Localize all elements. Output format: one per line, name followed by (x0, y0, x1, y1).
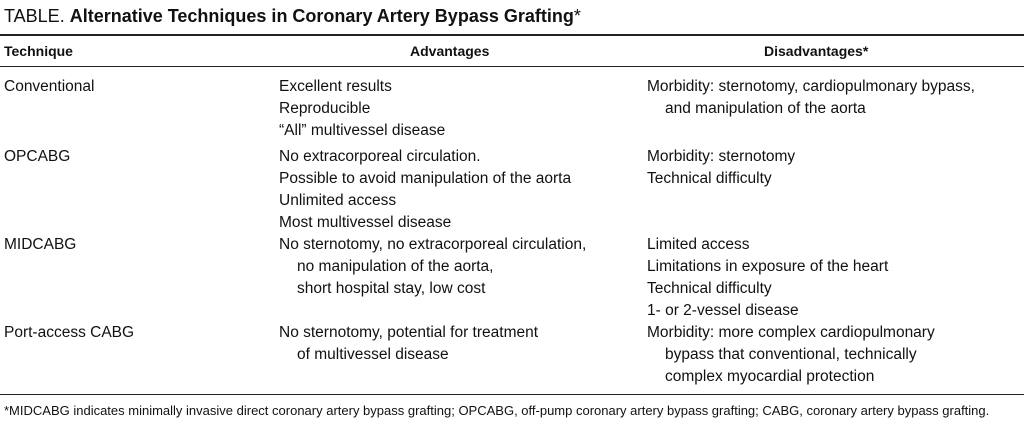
header-advantages: Advantages (410, 43, 490, 59)
technique-name: OPCABG (4, 148, 71, 165)
advantage-line: No sternotomy, no extracorporeal circulation, (279, 236, 587, 253)
advantage-line: Most multivessel disease (279, 214, 452, 231)
advantage-line: no manipulation of the aorta, (297, 258, 494, 275)
disadvantage-line: bypass that conventional, technically (665, 346, 917, 363)
advantage-line: Reproducible (279, 100, 371, 117)
advantage-line: Excellent results (279, 78, 392, 95)
bottom-rule (0, 394, 1024, 395)
technique-name: Conventional (4, 78, 95, 95)
disadvantages-cell (647, 146, 795, 190)
advantages-cell (279, 146, 571, 234)
disadvantages-cell (647, 76, 975, 120)
advantage-line: Unlimited access (279, 192, 397, 209)
table-title (4, 5, 581, 27)
advantages-cell (279, 322, 538, 366)
table-title-text: Alternative Techniques in Coronary Artery Bypass Grafting (69, 6, 574, 26)
advantages-cell (279, 234, 586, 300)
technique-cell (4, 234, 76, 256)
advantages-cell (279, 76, 445, 142)
technique-name: MIDCABG (4, 236, 77, 253)
advantage-line: short hospital stay, low cost (297, 280, 486, 297)
disadvantage-line: complex myocardial protection (665, 368, 875, 385)
disadvantages-cell (647, 322, 935, 388)
disadvantage-line: Morbidity: more complex cardiopulmonary (647, 324, 935, 341)
disadvantage-line: Limitations in exposure of the heart (647, 258, 889, 275)
disadvantage-line: Technical difficulty (647, 170, 772, 187)
table-title-label: TABLE. (4, 6, 65, 26)
advantage-line: of multivessel disease (297, 346, 449, 363)
advantage-line: Possible to avoid manipulation of the aorta (279, 170, 572, 187)
technique-name: Port-access CABG (4, 324, 135, 341)
disadvantage-line: Morbidity: sternotomy (647, 148, 796, 165)
advantage-line: “All” multivessel disease (279, 122, 446, 139)
advantage-line: No sternotomy, potential for treatment (279, 324, 539, 341)
disadvantage-line: Technical difficulty (647, 280, 772, 297)
header-rule (0, 66, 1024, 67)
advantage-line: No extracorporeal circulation. (279, 148, 481, 165)
disadvantage-line: Limited access (647, 236, 750, 253)
top-rule (0, 34, 1024, 36)
technique-cell (4, 146, 70, 168)
header-disadvantages: Disadvantages* (764, 43, 869, 59)
disadvantage-line: Morbidity: sternotomy, cardiopulmonary bypass, (647, 78, 975, 95)
header-technique: Technique (4, 43, 73, 59)
disadvantage-line: and manipulation of the aorta (665, 100, 866, 117)
technique-cell (4, 322, 134, 344)
disadvantages-cell (647, 234, 888, 322)
technique-cell (4, 76, 94, 98)
table-title-mark: * (573, 6, 581, 26)
disadvantage-line: 1- or 2-vessel disease (647, 302, 799, 319)
table-footnote: *MIDCABG indicates minimally invasive direct coronary artery bypass grafting; OPCABG, off-pump coronary artery bypass grafting; CABG, coronary artery bypass grafting. (4, 403, 990, 418)
